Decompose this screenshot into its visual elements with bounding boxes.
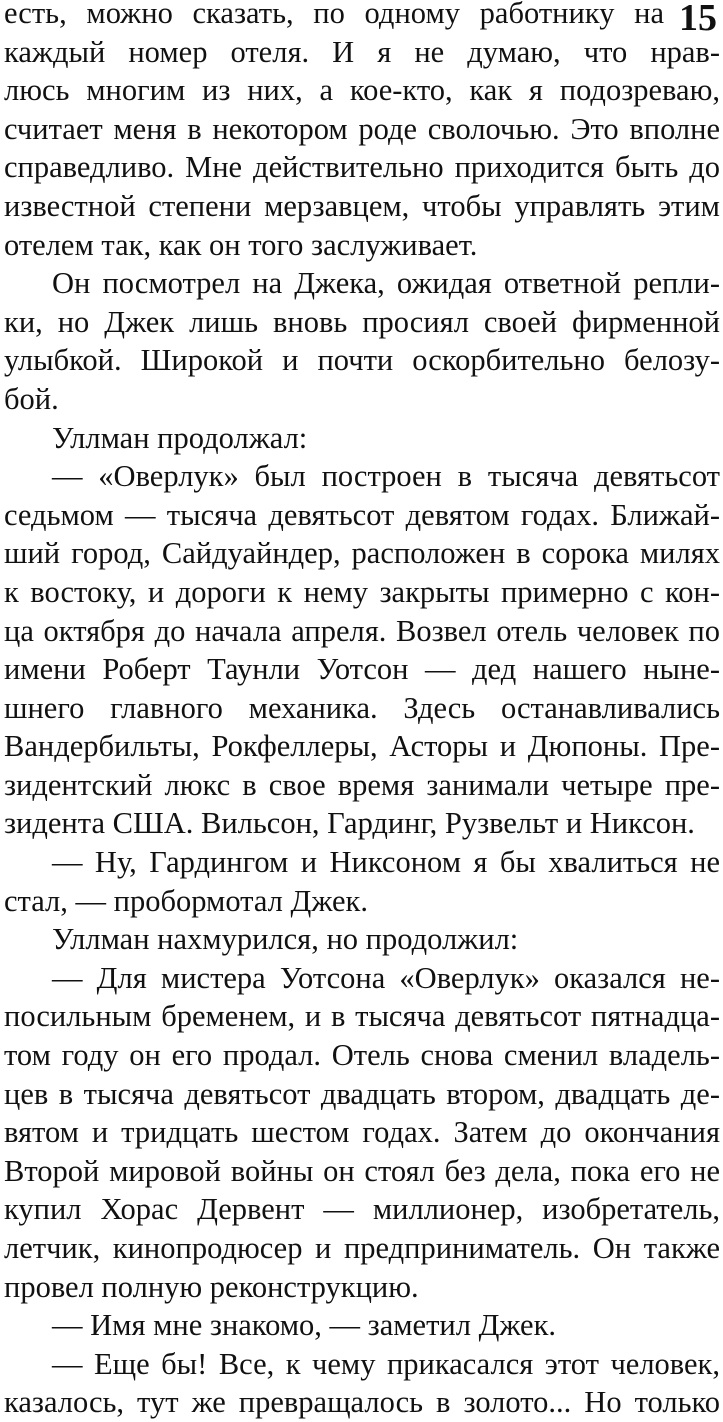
text-line: провел полную реконструкцию. bbox=[4, 1269, 419, 1304]
text-line: вятом и тридцать шестом годах. Затем до окончания bbox=[4, 1115, 720, 1150]
text-line: — Ну, Гардингом и Никсоном я бы хвалиться не bbox=[52, 845, 720, 880]
text-line: — Для мистера Уотсона «Оверлук» оказался не- bbox=[52, 960, 720, 995]
text-line: посильным бременем, и в тысяча девятьсот пятнадца- bbox=[4, 999, 720, 1034]
text-line: седьмом — тысяча девятьсот девятом годах. Ближай- bbox=[4, 497, 720, 532]
text-line: люсь многим из них, а кое-кто, как я подозреваю, bbox=[4, 73, 720, 108]
text-line: имени Роберт Таунли Уотсон — дед нашего ныне- bbox=[4, 652, 720, 687]
text-line: отелем так, как он того заслуживает. bbox=[4, 227, 478, 262]
text-line: ки, но Джек лишь вновь просиял своей фирменной bbox=[4, 304, 720, 339]
text-line: бой. bbox=[4, 381, 59, 416]
text-line: — Имя мне знакомо, — заметил Джек. bbox=[52, 1308, 557, 1343]
text-line: стал, — пробормотал Джек. bbox=[4, 883, 368, 918]
text-line: — Еще бы! Все, к чему прикасался этот человек, bbox=[52, 1346, 720, 1381]
text-line: Вандербильты, Рокфеллеры, Асторы и Дюпоны. Пре- bbox=[4, 729, 720, 764]
text-line: Второй мировой войны он стоял без дела, пока его не bbox=[4, 1153, 720, 1188]
page-number: 15 bbox=[679, 0, 717, 39]
text-line: ца октября до начала апреля. Возвел отель человек по bbox=[4, 613, 720, 648]
text-line: известной степени мерзавцем, чтобы управлять этим bbox=[4, 188, 720, 223]
text-line: зидента США. Вильсон, Гардинг, Рузвельт и Никсон. bbox=[4, 806, 695, 841]
text-line: Он посмотрел на Джека, ожидая ответной репли- bbox=[52, 266, 720, 301]
text-line: улыбкой. Широкой и почти оскорбительно белозу- bbox=[4, 343, 720, 378]
text-line: летчик, кинопродюсер и предприниматель. Он также bbox=[4, 1231, 720, 1265]
text-line: том году он его продал. Отель снова сменил владель- bbox=[4, 1038, 720, 1073]
text-line: Уллман продолжал: bbox=[52, 420, 308, 455]
text-line: справедливо. Мне действительно приходится быть до bbox=[4, 150, 720, 185]
text-line: каждый номер отеля. И я не думаю, что нрав- bbox=[4, 34, 720, 69]
text-line: ший город, Сайдуайндер, расположен в сорока милях bbox=[4, 536, 720, 571]
body-text bbox=[4, 0, 720, 1422]
text-line: считает меня в некотором роде сволочью. Это вполне bbox=[4, 111, 720, 146]
text-line: — «Оверлук» был построен в тысяча девятьсот bbox=[52, 459, 720, 494]
text-line: шнего главного механика. Здесь останавливались bbox=[4, 690, 720, 725]
text-line: Уллман нахмурился, но продолжил: bbox=[52, 922, 519, 957]
text-line: казалось, тут же превращалось в золото... Но только bbox=[4, 1385, 720, 1420]
text-line: зидентский люкс в свое время занимали четыре пре- bbox=[4, 767, 720, 802]
text-line: к востоку, и дороги к нему закрыты примерно с кон- bbox=[4, 574, 720, 609]
text-line: есть, можно сказать, по одному работнику на bbox=[4, 0, 664, 30]
text-line: купил Хорас Дервент — миллионер, изобретатель, bbox=[4, 1192, 720, 1227]
text-line: цев в тысяча девятьсот двадцать втором, двадцать де- bbox=[4, 1076, 720, 1111]
